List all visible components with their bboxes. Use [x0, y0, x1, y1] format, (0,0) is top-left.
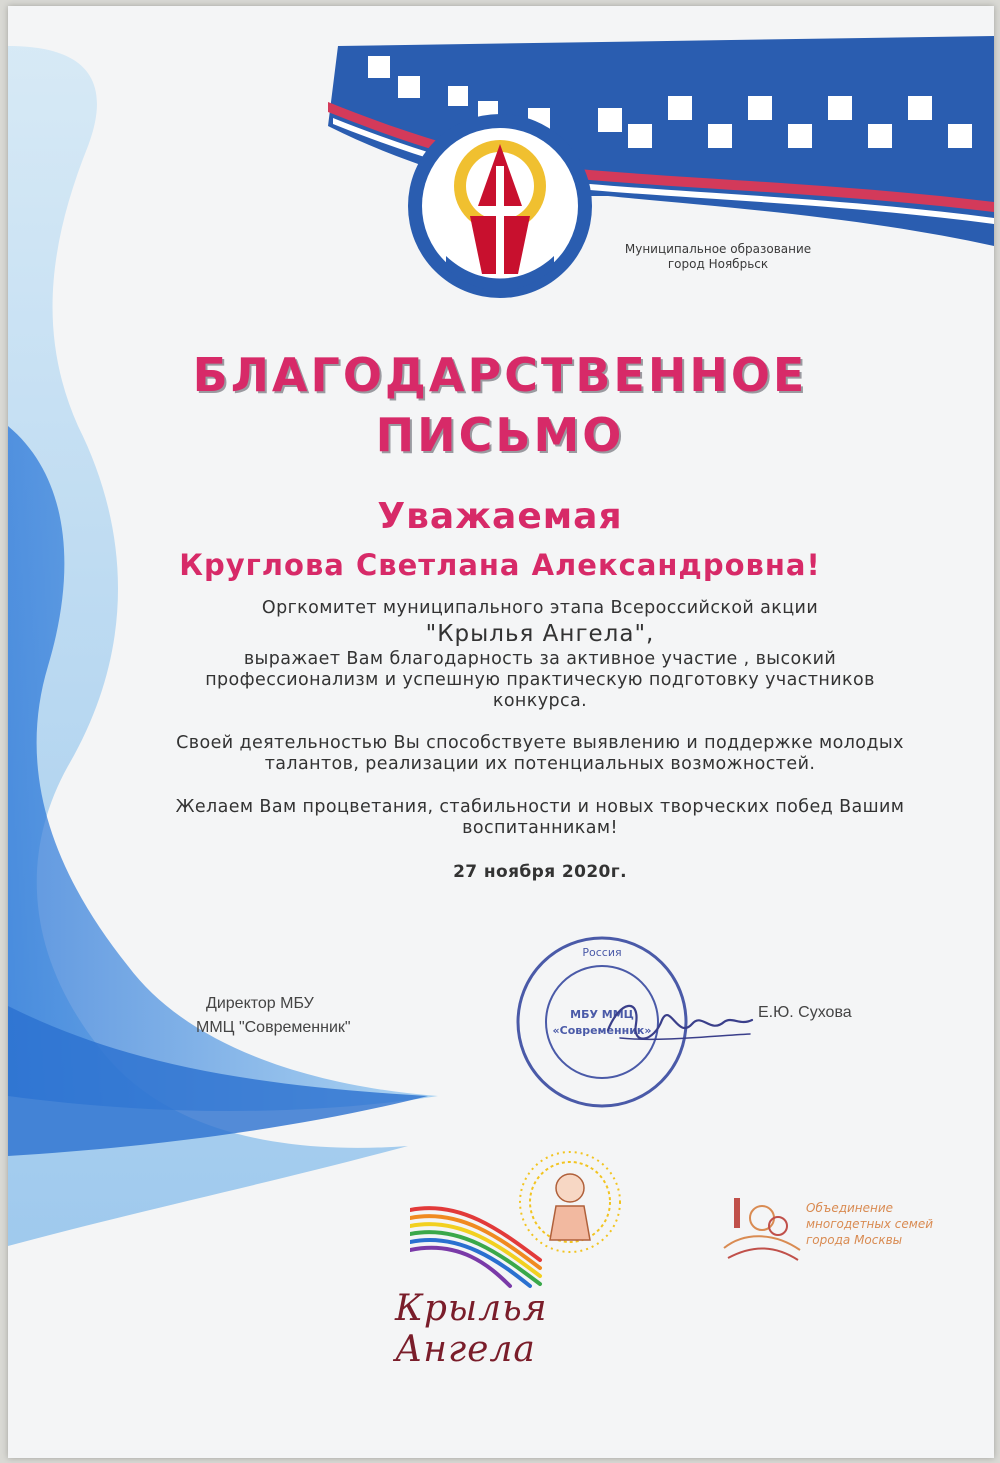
- document-title-line1: БЛАГОДАРСТВЕННОЕ: [192, 348, 808, 402]
- municipality-line2: город Ноябрьск: [667, 257, 769, 271]
- gratitude-paragraph: [170, 598, 910, 712]
- header-ornament-banner: [8, 6, 994, 306]
- gratitude-text: выражает Вам благодарность за активное участие , высокий профессионализм и успешную практическую подготовку участников конкурса.: [205, 649, 875, 711]
- association-line2: многодетных семей: [806, 1217, 934, 1231]
- municipality-line1: Муниципальное образование: [624, 242, 812, 256]
- salutation: Уважаемая: [377, 496, 623, 537]
- association-caption: [806, 1200, 933, 1248]
- municipality-caption: [598, 242, 838, 272]
- handwritten-signature: [600, 990, 760, 1060]
- organizer-text: Оргкомитет муниципального этапа Всероссийской акции: [261, 598, 819, 618]
- event-name: "Крылья Ангела",: [425, 621, 655, 647]
- signer-name: Е.Ю. Сухова: [758, 1004, 852, 1021]
- association-line3: города Москвы: [806, 1233, 903, 1247]
- signer-position: [196, 992, 351, 1040]
- wish-paragraph: Желаем Вам процветания, стабильности и новых творческих побед Вашим воспитанникам!: [175, 797, 905, 838]
- activity-paragraph: Своей деятельностью Вы способствуете выявлению и поддержке молодых талантов, реализации их потенциальных возможностей.: [176, 733, 904, 774]
- signer-position-line1: Директор МБУ: [206, 995, 314, 1012]
- angel-wings-logo: [410, 1140, 650, 1290]
- signer-position-line2: ММЦ "Современник": [196, 1019, 351, 1036]
- stamp-center-line1: МБУ ММЦ: [570, 1008, 634, 1021]
- stamp-ring-text: Россия: [582, 946, 622, 959]
- event-logo-caption: Крылья Ангела: [395, 1288, 548, 1370]
- association-line1: Объединение: [806, 1201, 894, 1215]
- stamp-center-line2: «Современник»: [552, 1024, 652, 1037]
- document-date: 27 ноября 2020г.: [453, 862, 627, 882]
- association-logo: [714, 1188, 804, 1268]
- recipient-name: Круглова Светлана Александровна!: [179, 548, 821, 582]
- document-title-line2: ПИСЬМО: [375, 408, 625, 462]
